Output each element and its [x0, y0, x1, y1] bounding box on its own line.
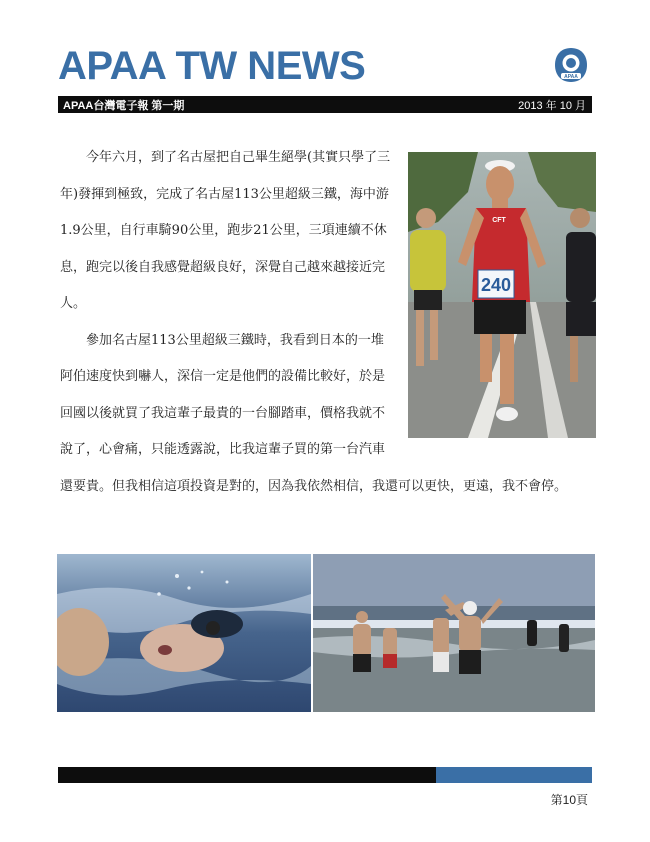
- svg-text:CFT: CFT: [492, 217, 506, 224]
- issue-date: 2013 年 10 月: [518, 100, 586, 112]
- footer-bar-black: [58, 767, 436, 783]
- footer-bar-blue: [436, 767, 592, 783]
- newsletter-title: APAA TW NEWS: [58, 44, 366, 88]
- article-paragraph: 今年六月，到了名古屋把自己畢生絕學(其實只學了三年)發揮到極致，完成了名古屋113公里超級三鐵，海中游1.9公里，自行車騎90公里，跑步21公里，三項連續不休息，跑完以後自我感覺超級良好，深覺自己越來越接近完人。: [60, 150, 391, 311]
- swimmer-photo: [57, 554, 311, 712]
- article-paragraph: 參加名古屋113公里超級三鐵時，我看到日本的一堆阿伯速度快到嚇人，深信一定是他們的設備比較好，於是回國以後就買了我這輩子最貴的一台腳踏車，價格我就不說了，心會痛，只能透露說，比我這輩子買的第一台汽車還要貴。但我相信這項投資是對的，因為我依然相信，我還可以更快，更遠，我不會停。: [60, 332, 568, 494]
- svg-text:240: 240: [480, 275, 512, 295]
- svg-text:APAA: APAA: [564, 74, 578, 80]
- page-number: 第10頁: [550, 793, 588, 807]
- beach-photo: [313, 554, 595, 712]
- footer-bar: [58, 767, 592, 783]
- apaa-logo: [553, 46, 589, 84]
- header-bar: [58, 96, 592, 113]
- runner-photo: [408, 152, 596, 438]
- issue-label: APAA台灣電子報 第一期: [63, 100, 185, 112]
- article-body: [60, 140, 596, 505]
